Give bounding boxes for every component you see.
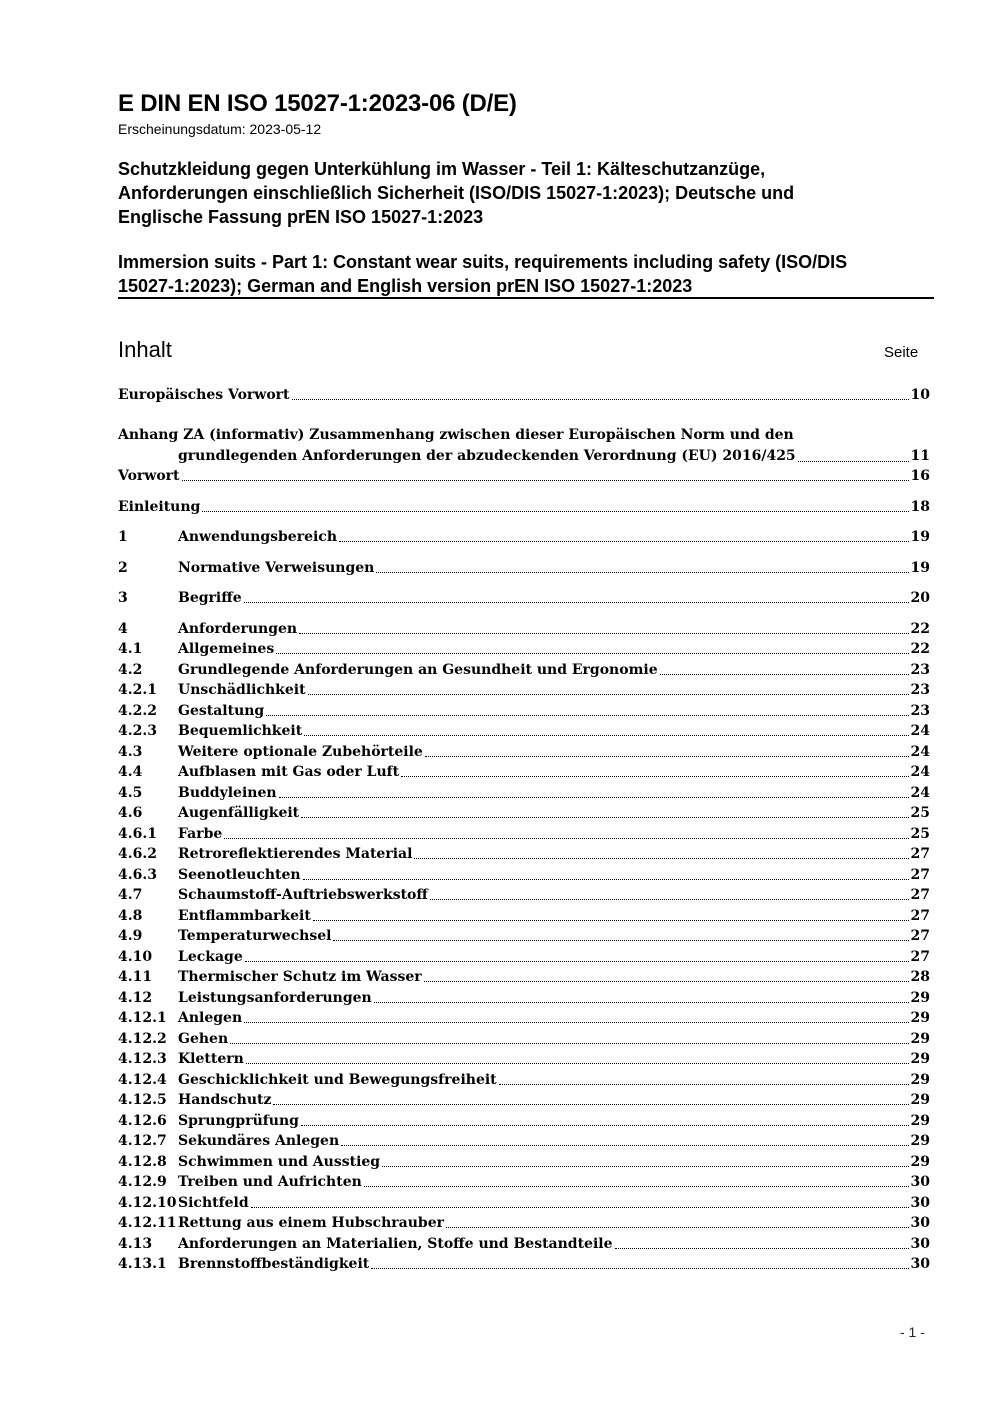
title-german-line: Schutzkleidung gegen Unterkühlung im Wasser - Teil 1: Kälteschutzanzüge, xyxy=(118,159,766,179)
toc-dot-leader xyxy=(273,1104,908,1105)
toc-entry[interactable] xyxy=(118,1111,930,1131)
title-german-line: Anforderungen einschließlich Sicherheit (ISO/DIS 15027-1:2023); Deutsche und xyxy=(118,183,795,203)
toc-entry-page: 25 xyxy=(910,826,930,842)
toc-dot-leader xyxy=(424,981,909,982)
toc-entry-title: Farbe xyxy=(178,826,223,842)
toc-entry-page: 28 xyxy=(910,969,930,985)
toc-dot-leader xyxy=(251,1207,909,1208)
title-german-line: Englische Fassung prEN ISO 15027-1:2023 xyxy=(118,207,484,227)
toc-entry-number: 4.13 xyxy=(118,1236,153,1252)
toc-entry-number: 4.6.1 xyxy=(118,826,157,842)
toc-entry[interactable] xyxy=(118,824,930,844)
toc-entry-title: Gestaltung xyxy=(178,703,265,719)
toc-entry[interactable] xyxy=(118,1008,930,1028)
toc-entry-title: Entflammbarkeit xyxy=(178,908,311,924)
toc-dot-leader xyxy=(301,1125,909,1126)
toc-entry-page: 29 xyxy=(910,1051,930,1067)
toc-entry-page: 27 xyxy=(910,846,930,862)
toc-entry-title: Retroreflektierendes Material xyxy=(178,846,413,862)
toc-entry-number: 4.12.6 xyxy=(118,1113,167,1129)
toc-entry[interactable] xyxy=(118,660,930,680)
toc-entry-number: 4.12.2 xyxy=(118,1031,167,1047)
toc-entry-page: 23 xyxy=(910,703,930,719)
toc-entry-page: 27 xyxy=(910,867,930,883)
toc-entry-page: 24 xyxy=(910,764,930,780)
toc-entry-page: 24 xyxy=(910,744,930,760)
toc-entry[interactable] xyxy=(118,1172,930,1192)
toc-entry-number: 4.12.5 xyxy=(118,1092,167,1108)
toc-entry-title-continued: grundlegenden Anforderungen der abzudeckenden Verordnung (EU) 2016/425 xyxy=(178,448,796,464)
toc-dot-leader xyxy=(364,1186,909,1187)
toc-dot-leader xyxy=(798,461,909,462)
toc-entry-number: 4.12.9 xyxy=(118,1174,167,1190)
toc-entry-page: 27 xyxy=(910,887,930,903)
toc-entry-page: 30 xyxy=(910,1174,930,1190)
toc-entry-page: 22 xyxy=(910,641,930,657)
toc-entry-page: 29 xyxy=(910,1010,930,1026)
toc-entry[interactable] xyxy=(118,1070,930,1090)
toc-dot-leader xyxy=(333,940,908,941)
toc-entry-number: 4.2.3 xyxy=(118,723,157,739)
toc-entry-title: Augenfälligkeit xyxy=(178,805,300,821)
toc-entry-page: 27 xyxy=(910,949,930,965)
toc-dot-leader xyxy=(292,399,909,400)
toc-dot-leader xyxy=(266,715,908,716)
toc-entry-number: 4.12.7 xyxy=(118,1133,167,1149)
toc-entry-title: Bequemlichkeit xyxy=(178,723,303,739)
toc-entry-page: 23 xyxy=(910,682,930,698)
toc-dot-leader xyxy=(499,1084,909,1085)
page-column-label: Seite xyxy=(884,344,919,361)
toc-entry-page: 30 xyxy=(910,1256,930,1272)
toc-entry[interactable] xyxy=(118,988,930,1008)
toc-entry-number: 2 xyxy=(118,560,128,576)
toc-dot-leader xyxy=(303,879,909,880)
toc-dot-leader xyxy=(382,1166,908,1167)
toc-entry-title: Leckage xyxy=(178,949,243,965)
toc-entry[interactable] xyxy=(118,742,930,762)
toc-entry[interactable] xyxy=(118,639,930,659)
toc-entry-number: 4.7 xyxy=(118,887,143,903)
toc-entry-title: Schaumstoff-Auftriebswerkstoff xyxy=(178,887,428,903)
toc-entry[interactable] xyxy=(118,844,930,864)
toc-entry[interactable] xyxy=(118,721,930,741)
toc-entry[interactable] xyxy=(118,558,930,578)
toc-entry[interactable] xyxy=(118,885,930,905)
toc-entry-title: Anhang ZA (informativ) Zusammenhang zwischen dieser Europäischen Norm und den xyxy=(118,427,794,443)
toc-entry[interactable] xyxy=(118,425,930,467)
toc-entry-page: 27 xyxy=(910,908,930,924)
toc-dot-leader xyxy=(202,511,908,512)
toc-entry[interactable] xyxy=(118,926,930,946)
toc-dot-leader xyxy=(313,920,909,921)
toc-entry-page: 29 xyxy=(910,990,930,1006)
toc-dot-leader xyxy=(244,1022,908,1023)
toc-entry-title: Schwimmen und Ausstieg xyxy=(178,1154,381,1170)
toc-dot-leader xyxy=(371,1268,908,1269)
toc-entry-page: 29 xyxy=(910,1133,930,1149)
toc-entry[interactable] xyxy=(118,619,930,639)
toc-entry-page: 29 xyxy=(910,1092,930,1108)
toc-entry-title: Seenotleuchten xyxy=(178,867,301,883)
toc-entry-title: Temperaturwechsel xyxy=(178,928,332,944)
toc-entry-page: 20 xyxy=(910,590,930,606)
page-number: - 1 - xyxy=(900,1324,925,1340)
toc-entry[interactable] xyxy=(118,1213,930,1233)
toc-dot-leader xyxy=(401,776,908,777)
toc-entry[interactable] xyxy=(118,1193,930,1213)
toc-entry-title: Grundlegende Anforderungen an Gesundheit und Ergonomie xyxy=(178,662,658,678)
toc-entry[interactable] xyxy=(118,762,930,782)
toc-entry-number: 4.6.3 xyxy=(118,867,157,883)
toc-dot-leader xyxy=(276,653,908,654)
toc-entry-title: Allgemeines xyxy=(178,641,275,657)
toc-entry-title: Weitere optionale Zubehörteile xyxy=(178,744,423,760)
toc-dot-leader xyxy=(224,838,908,839)
toc-entry[interactable] xyxy=(118,947,930,967)
toc-entry-page: 18 xyxy=(910,499,930,515)
toc-entry-title: Europäisches Vorwort xyxy=(118,387,290,403)
toc-entry[interactable] xyxy=(118,783,930,803)
toc-entry-title: Anforderungen xyxy=(178,621,298,637)
toc-dot-leader xyxy=(182,480,909,481)
toc-entry-title: Einleitung xyxy=(118,499,201,515)
toc-dot-leader xyxy=(414,858,908,859)
toc-entry-title: Treiben und Aufrichten xyxy=(178,1174,362,1190)
publication-date: Erscheinungsdatum: 2023-05-12 xyxy=(118,121,322,137)
toc-entry[interactable] xyxy=(118,1029,930,1049)
toc-entry-title: Geschicklichkeit und Bewegungsfreiheit xyxy=(178,1072,497,1088)
toc-entry-page: 29 xyxy=(910,1072,930,1088)
toc-entry-number: 4.12.4 xyxy=(118,1072,167,1088)
title-english-line: Immersion suits - Part 1: Constant wear suits, requirements including safety (ISO/DIS xyxy=(118,252,848,272)
toc-dot-leader xyxy=(374,1002,909,1003)
toc-entry-page: 30 xyxy=(910,1195,930,1211)
toc-entry[interactable] xyxy=(118,1049,930,1069)
toc-entry-number: 4 xyxy=(118,621,128,637)
toc-entry-number: 4.10 xyxy=(118,949,153,965)
toc-entry-number: 4.9 xyxy=(118,928,143,944)
toc-dot-leader xyxy=(430,899,909,900)
toc-entry-page: 30 xyxy=(910,1236,930,1252)
toc-entry-number: 4.12.3 xyxy=(118,1051,167,1067)
document-id: E DIN EN ISO 15027-1:2023-06 (D/E) xyxy=(118,90,517,117)
toc-entry-title: Anlegen xyxy=(178,1010,243,1026)
toc-entry-number: 4.8 xyxy=(118,908,143,924)
title-german xyxy=(118,157,933,229)
toc-entry[interactable] xyxy=(118,466,930,486)
title-english-line: 15027-1:2023); German and English version prEN ISO 15027-1:2023 xyxy=(118,276,693,296)
toc-entry[interactable] xyxy=(118,497,930,517)
toc-entry-number: 4.12.1 xyxy=(118,1010,167,1026)
toc-entry[interactable] xyxy=(118,588,930,608)
toc-dot-leader xyxy=(279,797,909,798)
toc-entry-title: Rettung aus einem Hubschrauber xyxy=(178,1215,444,1231)
toc-entry-page: 27 xyxy=(910,928,930,944)
toc-dot-leader xyxy=(341,1145,908,1146)
toc-dot-leader xyxy=(615,1248,909,1249)
toc-entry[interactable] xyxy=(118,385,930,405)
toc-entry-title: Sprungprüfung xyxy=(178,1113,299,1129)
toc-entry-title: Aufblasen mit Gas oder Luft xyxy=(178,764,400,780)
toc-entry-page: 29 xyxy=(910,1154,930,1170)
toc-dot-leader xyxy=(339,541,909,542)
toc-entry-page: 16 xyxy=(910,468,930,484)
toc-entry-page: 24 xyxy=(910,723,930,739)
toc-entry-number: 4.1 xyxy=(118,641,143,657)
toc-entry-title: Brennstoffbeständigkeit xyxy=(178,1256,370,1272)
toc-entry-page: 11 xyxy=(910,448,930,464)
title-divider xyxy=(118,297,934,299)
toc-entry[interactable] xyxy=(118,527,930,547)
toc-entry-title: Gehen xyxy=(178,1031,229,1047)
toc-entry-title: Handschutz xyxy=(178,1092,272,1108)
toc-entry[interactable] xyxy=(118,1090,930,1110)
toc-entry-title: Vorwort xyxy=(118,468,180,484)
toc-entry-page: 19 xyxy=(910,529,930,545)
toc-entry-page: 22 xyxy=(910,621,930,637)
toc-dot-leader xyxy=(244,602,909,603)
toc-dot-leader xyxy=(425,756,909,757)
toc-entry-title: Thermischer Schutz im Wasser xyxy=(178,969,422,985)
toc-entry-title: Unschädlichkeit xyxy=(178,682,306,698)
toc-entry-title: Anforderungen an Materialien, Stoffe und Bestandteile xyxy=(178,1236,613,1252)
toc-entry[interactable] xyxy=(118,1254,930,1274)
toc-entry-title: Normative Verweisungen xyxy=(178,560,375,576)
toc-entry[interactable] xyxy=(118,1152,930,1172)
toc-entry-number: 4.11 xyxy=(118,969,153,985)
toc-entry[interactable] xyxy=(118,865,930,885)
contents-heading: Inhalt xyxy=(118,337,172,362)
toc-entry-page: 24 xyxy=(910,785,930,801)
toc-entry-page: 25 xyxy=(910,805,930,821)
toc-entry[interactable] xyxy=(118,701,930,721)
toc-entry-number: 4.6.2 xyxy=(118,846,157,862)
toc-dot-leader xyxy=(301,817,908,818)
toc-entry-number: 4.12 xyxy=(118,990,153,1006)
toc-entry-number: 4.2.1 xyxy=(118,682,157,698)
toc-dot-leader xyxy=(304,735,908,736)
toc-entry[interactable] xyxy=(118,680,930,700)
toc-entry-page: 19 xyxy=(910,560,930,576)
toc-entry-title: Leistungsanforderungen xyxy=(178,990,372,1006)
toc-entry-title: Begriffe xyxy=(178,590,242,606)
toc-entry[interactable] xyxy=(118,1234,930,1254)
toc-entry-title: Sichtfeld xyxy=(178,1195,249,1211)
toc-dot-leader xyxy=(245,961,909,962)
toc-entry-number: 3 xyxy=(118,590,128,606)
toc-entry-number: 4.4 xyxy=(118,764,143,780)
toc-entry-page: 29 xyxy=(910,1031,930,1047)
toc-dot-leader xyxy=(308,694,909,695)
toc-entry[interactable] xyxy=(118,1131,930,1151)
toc-entry-number: 4.2 xyxy=(118,662,143,678)
toc-entry-number: 4.2.2 xyxy=(118,703,157,719)
toc-entry-number: 4.12.11 xyxy=(118,1215,177,1231)
toc-entry-page: 23 xyxy=(910,662,930,678)
toc-entry-number: 4.5 xyxy=(118,785,143,801)
toc-entry[interactable] xyxy=(118,967,930,987)
toc-entry-number: 4.13.1 xyxy=(118,1256,167,1272)
toc-entry-number: 4.3 xyxy=(118,744,143,760)
toc-dot-leader xyxy=(446,1227,909,1228)
toc-dot-leader xyxy=(376,572,908,573)
toc-entry[interactable] xyxy=(118,906,930,926)
toc-entry-title: Buddyleinen xyxy=(178,785,277,801)
toc-entry-page: 30 xyxy=(910,1215,930,1231)
toc-entry-title: Anwendungsbereich xyxy=(178,529,337,545)
toc-dot-leader xyxy=(230,1043,908,1044)
toc-entry-number: 4.12.10 xyxy=(118,1195,177,1211)
toc-dot-leader xyxy=(246,1063,909,1064)
title-english xyxy=(118,250,933,298)
toc-entry-number: 4.12.8 xyxy=(118,1154,167,1170)
toc-entry-number: 1 xyxy=(118,529,128,545)
toc-entry[interactable] xyxy=(118,803,930,823)
toc-dot-leader xyxy=(660,674,909,675)
toc-dot-leader xyxy=(299,633,908,634)
toc-entry-title: Sekundäres Anlegen xyxy=(178,1133,340,1149)
toc-entry-page: 10 xyxy=(910,387,930,403)
toc-entry-page: 29 xyxy=(910,1113,930,1129)
toc-entry-number: 4.6 xyxy=(118,805,143,821)
toc-entry-title: Klettern xyxy=(178,1051,244,1067)
